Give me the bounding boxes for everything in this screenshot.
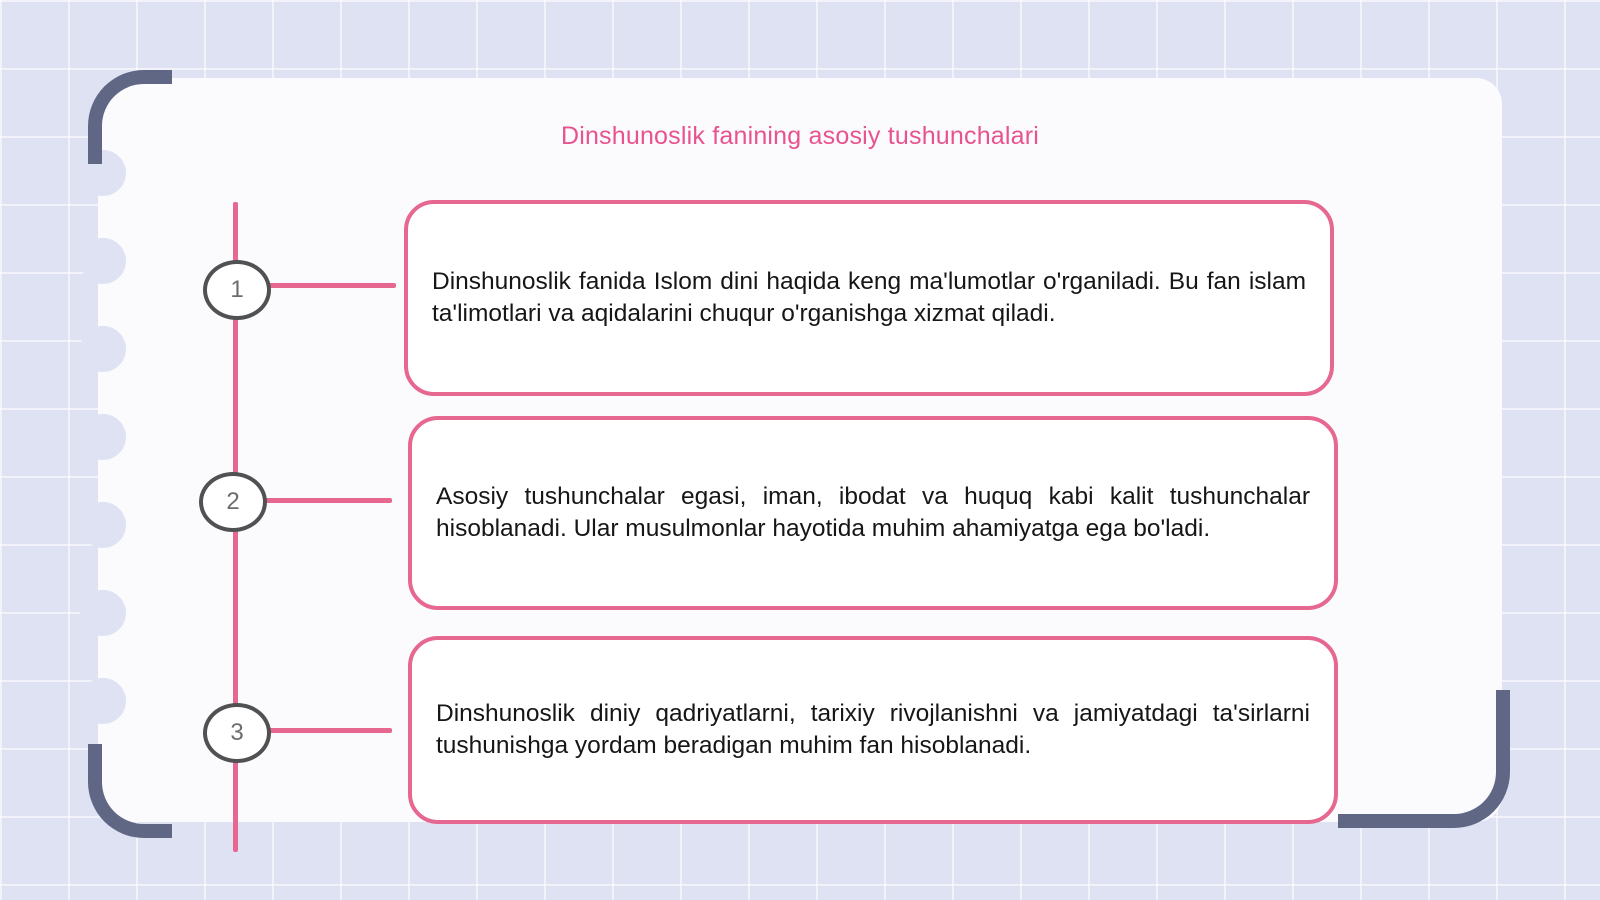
step-2-text: Asosiy tushunchalar egasi, iman, ibodat va huquq kabi kalit tushunchalar hisoblanadi. Ular musulmonlar hayotida muhim ahamiyatga ega bo'ladi.: [436, 483, 1310, 542]
step-2-number-badge: [199, 472, 267, 532]
step-3-box: [408, 636, 1338, 824]
step-3-text: Dinshunoslik diniy qadriyatlarni, tarixiy rivojlanishni va jamiyatdagi ta'sirlarni tushunishga yordam beradigan muhim fan hisoblanadi.: [436, 700, 1310, 759]
card-notch: [80, 678, 126, 724]
step-2-connector: [264, 498, 392, 503]
slide-title: Dinshunoslik fanining asosiy tushunchalari: [560, 122, 1040, 150]
step-1-box: [404, 200, 1334, 396]
card-notch: [80, 590, 126, 636]
card-notch: [80, 326, 126, 372]
card-notch: [80, 238, 126, 284]
step-3-connector: [268, 728, 392, 733]
step-2-box: [408, 416, 1338, 610]
step-1-text: Dinshunoslik fanida Islom dini haqida keng ma'lumotlar o'rganiladi. Bu fan islam ta'limotlari va aqidalarini chuqur o'rganishga xizmat qiladi.: [432, 268, 1306, 327]
card-notch: [80, 414, 126, 460]
frame-corner-bottom-right: [1338, 690, 1510, 828]
step-3-number: 3: [230, 719, 244, 746]
step-3-number-badge: [203, 703, 271, 763]
frame-corner-bottom-left: [88, 744, 172, 838]
step-1-number-badge: [203, 260, 271, 320]
card-notch: [80, 502, 126, 548]
step-2-number: 2: [226, 488, 240, 515]
step-1-number: 1: [230, 276, 244, 303]
step-1-connector: [268, 283, 396, 288]
